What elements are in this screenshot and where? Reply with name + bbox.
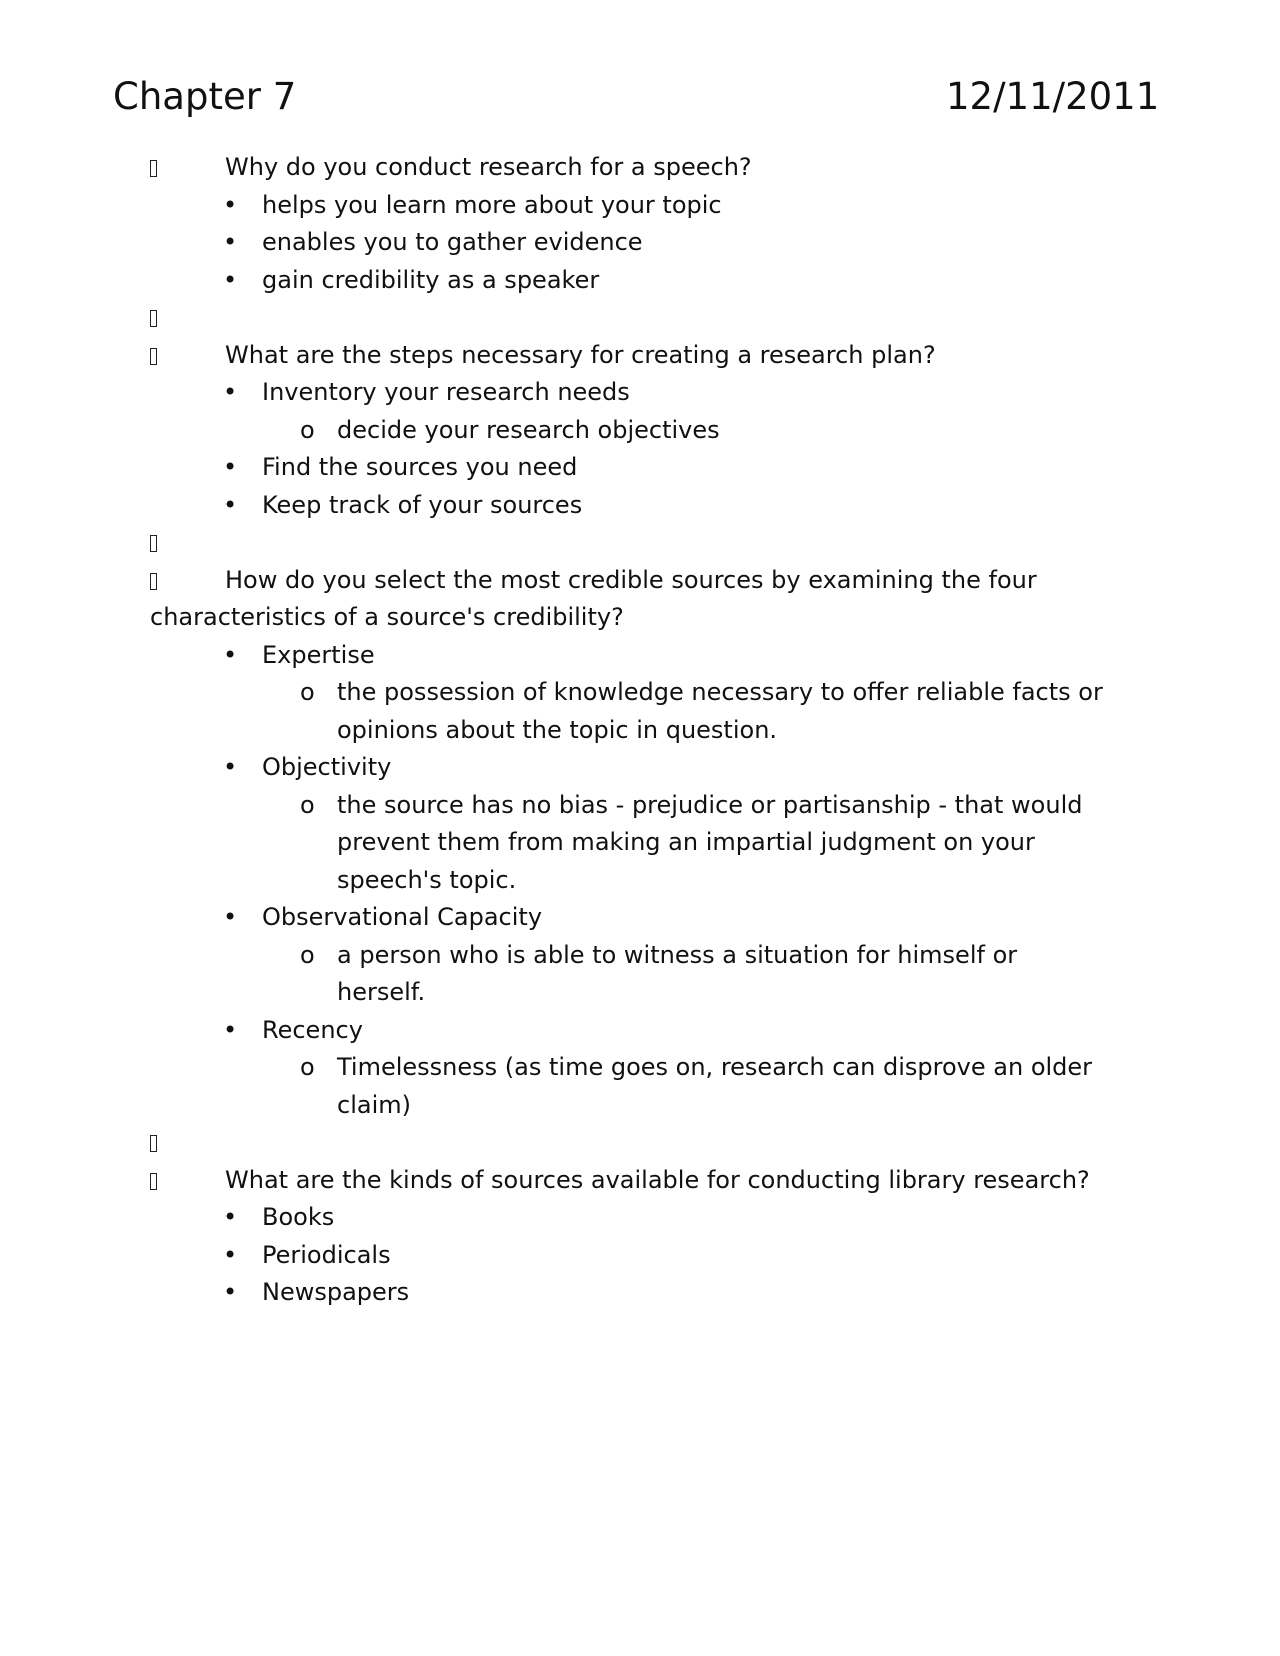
- bullet-icon: •: [223, 190, 238, 219]
- bullet-icon: •: [223, 378, 238, 406]
- bullet-icon: •: [223, 753, 238, 781]
- list-item: • Newspapers: [150, 1274, 1130, 1312]
- sub-list-item: o Timelessness (as time goes on, research can disprove an older claim): [262, 1049, 1112, 1124]
- list-item: • Objectivity o the source has no bias - prejudice or partisanship - that would prevent them from making an impartial judgment on your speech's topic.: [150, 749, 1130, 899]
- sub-list: [262, 1049, 1130, 1124]
- notes-body: [150, 149, 1130, 1312]
- checkbox-glyph-icon: [150, 1173, 157, 1190]
- sub-list-item: o the source has no bias - prejudice or partisanship - that would prevent them from making an impartial judgment on your speech's topic.: [262, 787, 1112, 900]
- answer-list: [150, 637, 1130, 1125]
- list-item: • Inventory your research needs o decide your research objectives: [150, 374, 1130, 449]
- checkbox-glyph-icon: [150, 535, 157, 552]
- checkbox-glyph-icon: [150, 310, 157, 327]
- circle-bullet-icon: o: [300, 940, 315, 969]
- bullet-icon: •: [223, 1015, 238, 1044]
- list-item: • Periodicals: [150, 1237, 1130, 1275]
- chapter-date: 12/11/2011: [946, 75, 1160, 118]
- list-item: • helps you learn more about your topic: [150, 187, 1130, 225]
- checkbox-glyph-icon: [150, 1135, 157, 1152]
- answer-list: [150, 374, 1130, 524]
- circle-bullet-icon: o: [300, 415, 315, 444]
- checkbox-glyph-icon: [150, 160, 157, 177]
- circle-bullet-icon: o: [300, 790, 315, 819]
- empty-line: [150, 524, 1130, 562]
- question: What are the steps necessary for creating a research plan?: [150, 337, 1130, 375]
- question: How do you select the most credible sources by examining the four characteristics of a source's credibility?: [150, 565, 1037, 631]
- bullet-icon: •: [223, 265, 238, 294]
- list-item: • gain credibility as a speaker: [150, 262, 1130, 300]
- question: Why do you conduct research for a speech?: [150, 149, 1130, 187]
- circle-bullet-icon: o: [300, 1053, 315, 1081]
- sub-list: [262, 412, 1130, 450]
- bullet-icon: •: [223, 640, 238, 669]
- bullet-icon: •: [223, 1203, 238, 1231]
- bullet-icon: •: [223, 1278, 238, 1306]
- sub-list: [262, 937, 1130, 1012]
- sub-list: [262, 674, 1130, 749]
- list-item: • Books: [150, 1199, 1130, 1237]
- empty-line: [150, 299, 1130, 337]
- sub-list-item: o decide your research objectives: [262, 412, 1112, 450]
- list-item: • Observational Capacity o a person who is able to witness a situation for himself or herself.: [150, 899, 1130, 1012]
- circle-bullet-icon: o: [300, 678, 315, 706]
- answer-list: [150, 1199, 1130, 1312]
- empty-line: [150, 1124, 1130, 1162]
- bullet-icon: •: [223, 228, 238, 256]
- bullet-icon: •: [223, 903, 238, 931]
- bullet-icon: •: [223, 1240, 238, 1269]
- checkbox-glyph-icon: [150, 573, 157, 590]
- bullet-icon: •: [223, 453, 238, 481]
- answer-list: [150, 187, 1130, 300]
- bullet-icon: •: [223, 490, 238, 519]
- list-item: • Recency o Timelessness (as time goes on, research can disprove an older claim): [150, 1012, 1130, 1125]
- sub-list-item: o the possession of knowledge necessary to offer reliable facts or opinions about the topic in question.: [262, 674, 1112, 749]
- chapter-title: Chapter 7: [113, 75, 297, 118]
- list-item: • enables you to gather evidence: [150, 224, 1130, 262]
- list-item: • Keep track of your sources: [150, 487, 1130, 525]
- sub-list-item: o a person who is able to witness a situation for himself or herself.: [262, 937, 1112, 1012]
- list-item: • Expertise o the possession of knowledge necessary to offer reliable facts or opinions about the topic in question.: [150, 637, 1130, 750]
- checkbox-glyph-icon: [150, 348, 157, 365]
- list-item: • Find the sources you need: [150, 449, 1130, 487]
- question: What are the kinds of sources available for conducting library research?: [150, 1162, 1130, 1200]
- sub-list: [262, 787, 1130, 900]
